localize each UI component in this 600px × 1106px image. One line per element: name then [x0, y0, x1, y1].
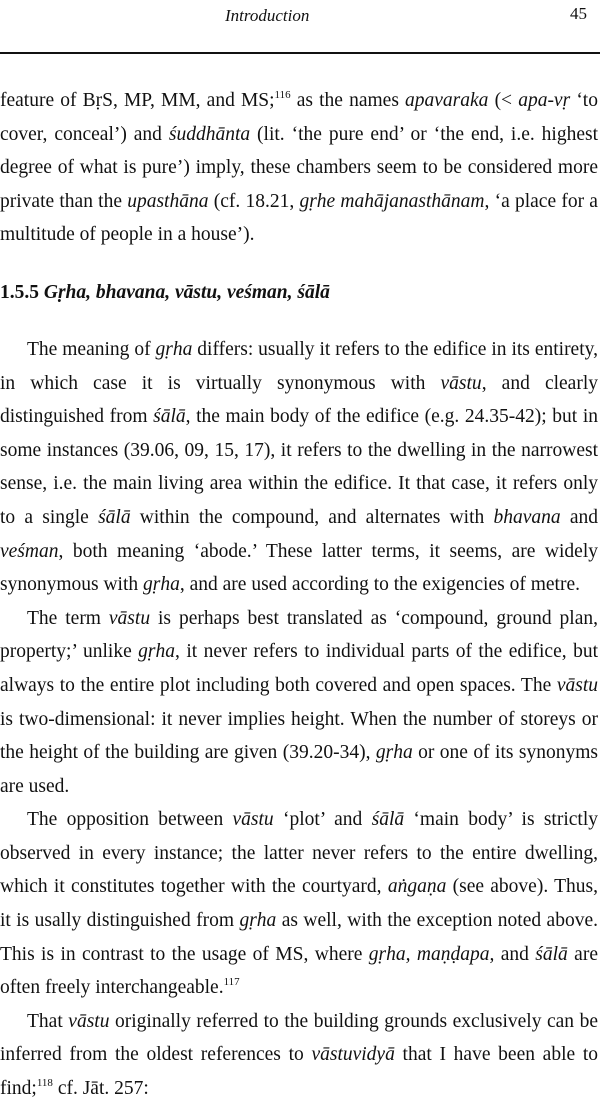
page-header — [0, 0, 600, 52]
paragraph-grha-meaning: The meaning of gṛha differs: usually it refers to the edifice in its entirety, in which case it is virtually synonymous with vāstu, and clearly distinguished from śālā, the main body of the edifice (e.g. 24.35-42); but in some instances (39.06, 09, 15, 17), it refers to the dwelling in the narrowest sense, i.e. the main living area within the edifice. It that case, it refers only to a single śālā within the compound, and alternates with bhavana and veśman, both meaning ‘abode.’ These latter terms, it seems, are widely synonymous with gṛha, and are used according to the exigencies of metre. — [0, 338, 599, 596]
paragraph-opposition: The opposition between vāstu ‘plot’ and śālā ‘main body’ is strictly observed in every instance; the latter never refers to the entire dwelling, which it constitutes together with the courtyard, aṅgaṇa (see above). Thus, it is usally distinguished from gṛha as well, with the exception noted above. This is in contrast to the usage of MS, where gṛha, maṇḍapa, and śālā are often freely interchangeable.$^{117}$ — [0, 809, 599, 999]
heading-spacer — [0, 309, 598, 333]
header-rule — [0, 52, 600, 54]
page-number: 45 — [570, 4, 587, 23]
running-title: Introduction — [225, 6, 310, 25]
paragraph-continued: feature of BṛS, MP, MM, and MS;$^{116}$ as the names apavaraka (< apa-vṛ ‘to cover, conceal’) and śuddhānta (lit. ‘the pure end’ or ‘the end, i.e. highest degree of what is pure’) imply, these chambers seem to be considered more private than the upasthāna (cf. 18.21, gṛhe mahājanasthānam, ‘a place for a multitude of people in a house’). — [0, 89, 598, 246]
section-title: Gṛha, bhavana, vāstu, veśman, śālā — [43, 281, 330, 303]
paragraph-vastu-origin: That vāstu originally referred to the building grounds exclusively can be inferred from the oldest references to vāstuvidyā that I have been able to find;$^{118}$ cf. Jāt. 257: — [0, 1010, 599, 1100]
section-heading — [0, 276, 598, 309]
paragraph-vastu-term: The term vāstu is perhaps best translated as ‘compound, ground plan, property;’ unlike gṛha, it never refers to individual parts of the edifice, but always to the entire plot including both covered and open spaces. The vāstu is two-dimensional: it never implies height. When the number of storeys or the height of the building are given (39.20-34), gṛha or one of its synonyms are used. — [0, 607, 598, 797]
page-body — [0, 84, 598, 1106]
section-number: 1.5.5 — [0, 281, 39, 303]
